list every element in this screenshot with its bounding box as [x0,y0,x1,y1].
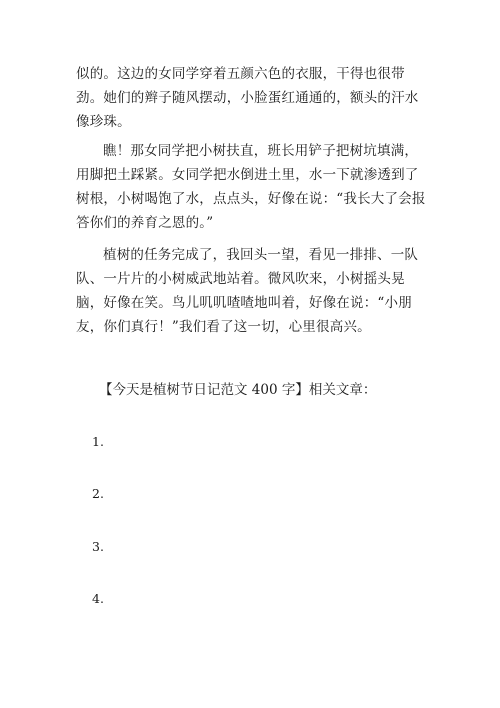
paragraph-3: 植树的任务完成了，我回头一望，看见一排排、一队队、一片片的小树威武地站着。微风吹来，小树摇头晃脑，好像在笑。鸟儿叽叽喳喳地叫着，好像在说：“小朋友，你们真行！”我们看了这一切，心里很高兴。 [76,247,419,335]
related-list-item-4: 4. [92,591,104,606]
related-articles-heading: 【今天是植树节日记范文 400 字】相关文章： [99,382,377,398]
related-list-item-3: 3. [92,539,104,554]
paragraph-2: 瞧！那女同学把小树扶直，班长用铲子把树坑填满，用脚把土踩紧。女同学把水倒进土里，水一下就渗透到了树根，小树喝饱了水，点点头，好像在说：“我长大了会报答你们的养育之恩的。” [76,143,426,231]
related-list-item-1: 1. [92,434,104,449]
related-list-item-2: 2. [92,486,104,501]
paragraph-1: 似的。这边的女同学穿着五颜六色的衣服，干得也很带劲。她们的辫子随风摆动，小脸蛋红通通的，额头的汗水像珍珠。 [76,66,419,130]
